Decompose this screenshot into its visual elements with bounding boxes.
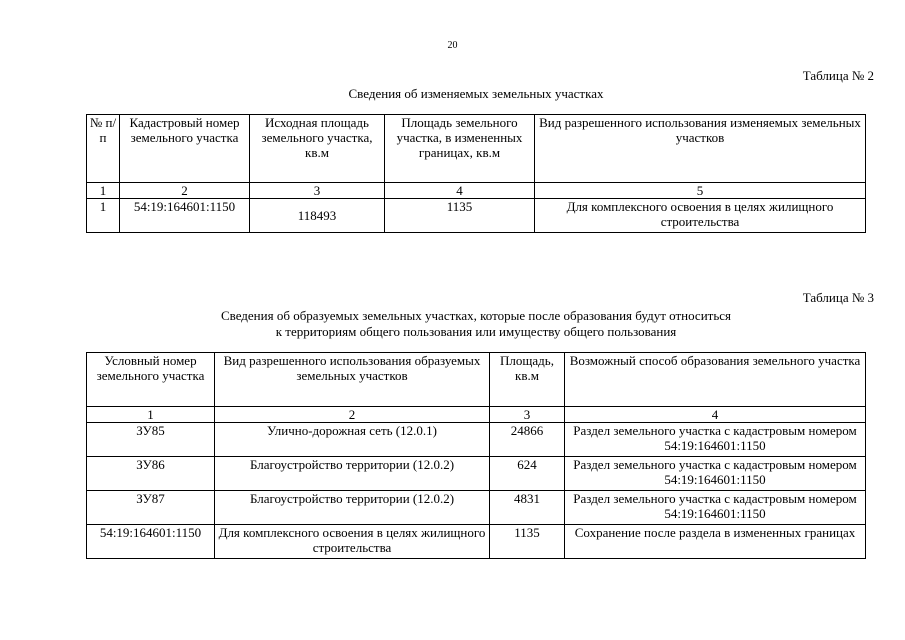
table2-number-cell: 1 [87,183,120,199]
table3-cell: 54:19:164601:1150 [87,525,215,559]
table3-header-cell: Условный номер земельного участка [87,353,215,407]
table2-cell: 1 [87,199,120,233]
page-number: 20 [447,40,458,51]
table3-cell: ЗУ86 [87,457,215,491]
table3-cell: Благоустройство территории (12.0.2) [215,491,490,525]
table2-numbering-row [87,183,866,199]
table3-cell: Раздел земельного участка с кадастровым номером 54:19:164601:1150 [565,423,866,457]
table3 [86,352,866,559]
table2-cell: 54:19:164601:1150 [120,199,250,233]
table2-cell: Для комплексного освоения в целях жилищного строительства [535,199,866,233]
table3-numbering-row [87,407,866,423]
table2 [86,114,866,233]
table2-label: Таблица № 2 [802,68,874,83]
table2-header-row [87,115,866,183]
table3-header-cell: Вид разрешенного использования образуемых земельных участков [215,353,490,407]
table2-number-cell: 4 [385,183,535,199]
table3-cell: Раздел земельного участка с кадастровым номером 54:19:164601:1150 [565,457,866,491]
table3-cell: Благоустройство территории (12.0.2) [215,457,490,491]
table2-header-cell: Площадь земельного участка, в измененных границах, кв.м [385,115,535,183]
table-row [87,491,866,525]
table3-caption-line2: к территориям общего пользования или имуществу общего пользования [275,324,677,339]
table3-caption-line1: Сведения об образуемых земельных участках, которые после образования будут относиться [220,308,732,323]
table3-header-row [87,353,866,407]
table-row [87,525,866,559]
table3-cell: Сохранение после раздела в измененных границах [565,525,866,559]
table2-number-cell: 2 [120,183,250,199]
table3-number-cell: 4 [565,407,866,423]
table3-cell: 4831 [490,491,565,525]
table2-header-cell: Кадастровый номер земельного участка [120,115,250,183]
table3-cell: Раздел земельного участка с кадастровым номером 54:19:164601:1150 [565,491,866,525]
table3-cell: 24866 [490,423,565,457]
table3-cell: Для комплексного освоения в целях жилищного строительства [215,525,490,559]
table2-number-cell: 3 [250,183,385,199]
table3-cell: ЗУ87 [87,491,215,525]
table2-header-cell: № п/п [87,115,120,183]
table2-caption: Сведения об изменяемых земельных участках [348,86,604,101]
table3-header-cell: Площадь, кв.м [490,353,565,407]
table2-number-cell: 5 [535,183,866,199]
table3-cell: 624 [490,457,565,491]
table-row [87,457,866,491]
table2-header-cell: Вид разрешенного использования изменяемых земельных участков [535,115,866,183]
table3-cell: Улично-дорожная сеть (12.0.1) [215,423,490,457]
table3-label: Таблица № 3 [802,290,874,305]
table2-cell: 1135 [385,199,535,233]
table3-cell: ЗУ85 [87,423,215,457]
table3-number-cell: 3 [490,407,565,423]
table3-header-cell: Возможный способ образования земельного участка [565,353,866,407]
table-row [87,199,866,233]
table2-header-cell: Исходная площадь земельного участка, кв.м [250,115,385,183]
table3-number-cell: 1 [87,407,215,423]
table3-number-cell: 2 [215,407,490,423]
table2-cell: 118493 [250,199,385,233]
table3-cell: 1135 [490,525,565,559]
table-row [87,423,866,457]
